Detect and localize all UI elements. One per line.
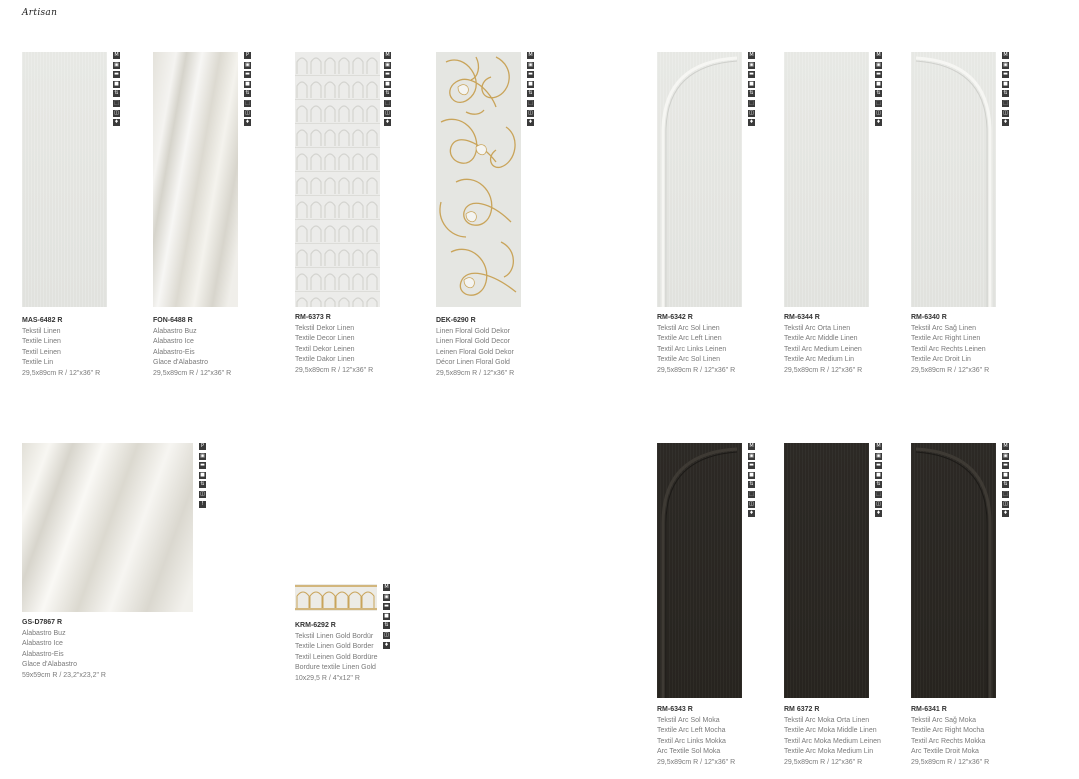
product-name: Tekstil Arc Moka Orta Linen — [784, 716, 870, 724]
product-name: Arc Textile Sol Moka — [657, 748, 721, 756]
feature-icon: ◫ — [749, 500, 754, 507]
feature-icon: ▬ — [749, 71, 754, 78]
product-code: RM-6340 R — [911, 314, 947, 321]
product-size: 29,5x89cm R / 12"x36" R — [784, 366, 863, 374]
feature-icon: ■ — [749, 80, 754, 87]
feature-icon: ▣ — [114, 61, 119, 68]
feature-icon: ◫ — [1003, 500, 1008, 507]
feature-icon: ■ — [245, 80, 250, 87]
product-code: GS-D7867 R — [22, 619, 63, 626]
feature-icon: ⬚ — [749, 490, 754, 497]
border-gold-pattern — [295, 584, 377, 611]
icon-strip — [1002, 52, 1009, 129]
product-code: DEK-6290 R — [436, 317, 476, 324]
product-caption — [657, 313, 735, 377]
product-name: Tekstil Arc Sol Moka — [657, 716, 720, 724]
feature-icon: ♦ — [384, 641, 389, 648]
feature-icon: ▬ — [1003, 71, 1008, 78]
product-caption — [436, 316, 514, 380]
feature-icon: ▬ — [114, 71, 119, 78]
product-caption — [22, 316, 100, 380]
tile-image-rm-6373 — [295, 52, 380, 307]
icon-strip — [875, 52, 882, 129]
feature-icon: ▣ — [749, 452, 754, 459]
product-code: RM-6373 R — [295, 314, 331, 321]
tile-image-mas-6482 — [22, 52, 107, 307]
feature-icon: ⬚ — [528, 99, 533, 106]
feature-icon: ♦ — [385, 119, 390, 126]
product-name: Textile Arc Moka Middle Linen — [784, 727, 877, 735]
feature-icon: ▣ — [749, 61, 754, 68]
feature-icon: ■ — [876, 80, 881, 87]
feature-icon: ⇅ — [245, 90, 250, 97]
product-name: Textil Arc Rechts Mokka — [911, 737, 986, 745]
feature-icon: M — [876, 443, 881, 449]
feature-icon: ⇅ — [528, 90, 533, 97]
feature-icon: ! — [199, 501, 206, 508]
tile-image-rm-6344 — [784, 52, 869, 307]
feature-icon: ♦ — [749, 119, 754, 126]
product-code: RM-6344 R — [784, 314, 820, 321]
feature-icon: ⬚ — [385, 99, 390, 106]
feature-icon: ⇅ — [876, 481, 881, 488]
product-size: 29,5x89cm R / 12"x36" R — [784, 758, 863, 766]
feature-icon: ▬ — [876, 462, 881, 469]
product-name: Textil Arc Links Leinen — [657, 345, 727, 353]
product-name: Arc Textile Droit Moka — [911, 748, 979, 756]
product-name: Décor Linen Floral Gold — [436, 359, 510, 367]
tile-image-rm-6372 — [784, 443, 869, 698]
feature-icon: M — [114, 52, 119, 58]
product-caption — [153, 316, 231, 380]
feature-icon: ⬚ — [749, 99, 754, 106]
product-name: Textile Linen — [22, 338, 61, 346]
product-name: Textil Leinen — [22, 348, 61, 356]
feature-icon: ⇅ — [200, 481, 205, 488]
product-caption — [911, 705, 989, 769]
feature-icon: ▬ — [876, 71, 881, 78]
product-name: Linen Floral Gold Decor — [436, 338, 510, 346]
product-caption — [657, 705, 735, 769]
feature-icon: ⇅ — [384, 622, 389, 629]
product-code: FON-6488 R — [153, 317, 193, 324]
tile-image-gs-d7867 — [22, 443, 193, 612]
product-size: 29,5x89cm R / 12"x36" R — [657, 758, 736, 766]
feature-icon: ▣ — [876, 452, 881, 459]
tile-image-rm-6340 — [911, 52, 996, 307]
feature-icon: ▣ — [876, 61, 881, 68]
arc-right-relief — [911, 443, 996, 698]
product-size: 29,5x89cm R / 12"x36" R — [153, 369, 232, 377]
product-name: Textile Arc Moka Medium Lin — [784, 748, 874, 756]
feature-icon: ⇅ — [385, 90, 390, 97]
product-name: Alabastro-Eis — [153, 348, 195, 356]
feature-icon: ⇅ — [1003, 90, 1008, 97]
floral-gold-pattern — [436, 52, 521, 307]
feature-icon: ▬ — [385, 71, 390, 78]
feature-icon: ◫ — [528, 109, 533, 116]
feature-icon: ♦ — [1003, 510, 1008, 517]
icon-strip — [199, 443, 206, 510]
product-name: Textile Arc Middle Linen — [784, 335, 858, 343]
product-name: Textile Arc Right Mocha — [911, 727, 985, 735]
product-name: Textile Arc Sol Linen — [657, 356, 721, 364]
product-size: 29,5x89cm R / 12"x36" R — [911, 366, 990, 374]
product-name: Textil Arc Links Mokka — [657, 737, 726, 745]
arc-right-relief — [911, 52, 996, 307]
feature-icon: ⇅ — [876, 90, 881, 97]
product-name: Textil Arc Rechts Leinen — [911, 345, 986, 353]
feature-icon: ♦ — [1003, 119, 1008, 126]
feature-icon: ◫ — [876, 109, 881, 116]
feature-icon: ◫ — [245, 109, 250, 116]
feature-icon: ▬ — [245, 71, 250, 78]
product-name: Textil Dekor Leinen — [295, 345, 355, 353]
icon-strip — [384, 52, 391, 129]
feature-icon: ◫ — [1003, 109, 1008, 116]
arc-left-relief — [657, 52, 742, 307]
product-caption — [295, 621, 378, 685]
feature-icon: ⇅ — [749, 90, 754, 97]
product-name: Textile Linen Gold Border — [295, 643, 374, 651]
product-name: Textile Arc Medium Lin — [784, 356, 855, 364]
feature-icon: M — [385, 52, 390, 58]
product-name: Textile Arc Left Linen — [657, 335, 722, 343]
feature-icon: ■ — [876, 471, 881, 478]
feature-icon: ▣ — [385, 61, 390, 68]
tile-image-dek-6290 — [436, 52, 521, 307]
feature-icon: ▬ — [528, 71, 533, 78]
feature-icon: ♦ — [114, 119, 119, 126]
product-code: KRM-6292 R — [295, 622, 336, 629]
brand-logo: Artisan — [22, 8, 58, 18]
tile-image-krm-6292 — [295, 584, 377, 611]
feature-icon: ⇅ — [114, 90, 119, 97]
product-caption — [784, 705, 881, 769]
product-name: Tekstil Linen — [22, 327, 61, 335]
tile-image-rm-6343 — [657, 443, 742, 698]
product-size: 29,5x89cm R / 12"x36" R — [295, 366, 374, 374]
icon-strip — [1002, 443, 1009, 520]
feature-icon: ♦ — [528, 119, 533, 126]
feature-icon: M — [749, 443, 754, 449]
feature-icon: ■ — [528, 80, 533, 87]
product-name: Bordure textile Linen Gold — [295, 664, 376, 672]
feature-icon: ◫ — [384, 631, 389, 638]
icon-strip — [527, 52, 534, 129]
feature-icon: M — [749, 52, 754, 58]
tile-image-rm-6341 — [911, 443, 996, 698]
feature-icon: ▬ — [200, 462, 205, 469]
product-size: 59x59cm R / 23,2"x23,2" R — [22, 671, 106, 679]
product-name: Textil Arc Medium Leinen — [784, 345, 862, 353]
feature-icon: ⬚ — [876, 99, 881, 106]
feature-icon: M — [1003, 443, 1008, 449]
tile-image-rm-6342 — [657, 52, 742, 307]
feature-icon: ⬚ — [1003, 490, 1008, 497]
feature-icon: ▬ — [749, 462, 754, 469]
product-caption — [22, 618, 106, 682]
feature-icon: ■ — [1003, 80, 1008, 87]
feature-icon: ■ — [384, 612, 389, 619]
dekor-pattern — [295, 52, 380, 307]
product-name: Alabastro Buz — [22, 629, 66, 637]
icon-strip — [875, 443, 882, 520]
product-name: Tekstil Dekor Linen — [295, 324, 355, 332]
product-name: Tekstil Linen Gold Bordür — [295, 632, 374, 640]
product-name: Textile Arc Right Linen — [911, 335, 981, 343]
arc-left-relief — [657, 443, 742, 698]
icon-strip — [113, 52, 120, 129]
feature-icon: ⬚ — [876, 490, 881, 497]
feature-icon: ◫ — [114, 109, 119, 116]
product-code: RM-6343 R — [657, 706, 693, 713]
feature-icon: ♦ — [876, 510, 881, 517]
product-name: Textile Decor Linen — [295, 335, 355, 343]
product-name: Glace d'Alabastro — [153, 359, 209, 367]
product-caption — [295, 313, 373, 377]
product-size: 29,5x89cm R / 12"x36" R — [436, 369, 515, 377]
feature-icon: ■ — [114, 80, 119, 87]
product-code: RM 6372 R — [784, 706, 820, 713]
product-code: RM-6342 R — [657, 314, 693, 321]
feature-icon: M — [876, 52, 881, 58]
product-name: Glace d'Alabastro — [22, 661, 78, 669]
feature-icon: ⇅ — [1003, 481, 1008, 488]
feature-icon: ◫ — [749, 109, 754, 116]
feature-icon: ■ — [385, 80, 390, 87]
icon-strip — [383, 584, 390, 651]
product-name: Linen Floral Gold Dekor — [436, 327, 510, 335]
icon-strip — [244, 52, 251, 129]
product-name: Alabastro-Eis — [22, 650, 64, 658]
feature-icon: ⬚ — [1003, 99, 1008, 106]
product-name: Alabastro Ice — [153, 338, 194, 346]
product-size: 29,5x89cm R / 12"x36" R — [22, 369, 101, 377]
feature-icon: P — [200, 443, 204, 449]
product-name: Textile Arc Left Mocha — [657, 727, 726, 735]
icon-strip — [748, 443, 755, 520]
product-name: Leinen Floral Gold Dekor — [436, 348, 514, 356]
feature-icon: M — [384, 584, 389, 590]
feature-icon: ▣ — [245, 61, 250, 68]
feature-icon: ■ — [1003, 471, 1008, 478]
product-name: Tekstil Arc Sol Linen — [657, 324, 720, 332]
feature-icon: P — [245, 52, 249, 58]
feature-icon: ▣ — [384, 593, 389, 600]
feature-icon: M — [1003, 52, 1008, 58]
product-size: 10x29,5 R / 4"x12" R — [295, 674, 360, 682]
product-name: Tekstil Arc Sağ Moka — [911, 716, 976, 724]
feature-icon: M — [528, 52, 533, 58]
product-size: 29,5x89cm R / 12"x36" R — [657, 366, 736, 374]
feature-icon: ♦ — [876, 119, 881, 126]
product-name: Tekstil Arc Orta Linen — [784, 324, 851, 332]
feature-icon: ▣ — [528, 61, 533, 68]
product-size: 29,5x89cm R / 12"x36" R — [911, 758, 990, 766]
feature-icon: ▣ — [1003, 452, 1008, 459]
product-code: RM-6341 R — [911, 706, 947, 713]
feature-icon: ▬ — [384, 603, 389, 610]
icon-strip — [748, 52, 755, 129]
product-name: Textil Leinen Gold Bordüre — [295, 653, 378, 661]
feature-icon: ■ — [749, 471, 754, 478]
feature-icon: ▣ — [200, 452, 205, 459]
feature-icon: ⬚ — [245, 99, 250, 106]
feature-icon: ♦ — [749, 510, 754, 517]
feature-icon: ⇅ — [749, 481, 754, 488]
product-name: Tekstil Arc Sağ Linen — [911, 324, 976, 332]
product-name: Textile Dakor Linen — [295, 356, 355, 364]
product-name: Textil Arc Moka Medium Leinen — [784, 737, 881, 745]
product-caption — [784, 313, 862, 377]
product-caption — [911, 313, 989, 377]
product-name: Alabastro Ice — [22, 640, 63, 648]
feature-icon: ■ — [200, 471, 205, 478]
feature-icon: ◫ — [876, 500, 881, 507]
feature-icon: ⬚ — [114, 99, 119, 106]
product-name: Textile Arc Droit Lin — [911, 356, 971, 364]
feature-icon: ▬ — [1003, 462, 1008, 469]
feature-icon: ♦ — [245, 119, 250, 126]
feature-icon: ▣ — [1003, 61, 1008, 68]
product-name: Alabastro Buz — [153, 327, 197, 335]
product-name: Textile Lin — [22, 359, 54, 367]
tile-image-fon-6488 — [153, 52, 238, 307]
feature-icon: ◫ — [385, 109, 390, 116]
product-code: MAS-6482 R — [22, 317, 63, 324]
feature-icon: ◫ — [200, 490, 205, 497]
